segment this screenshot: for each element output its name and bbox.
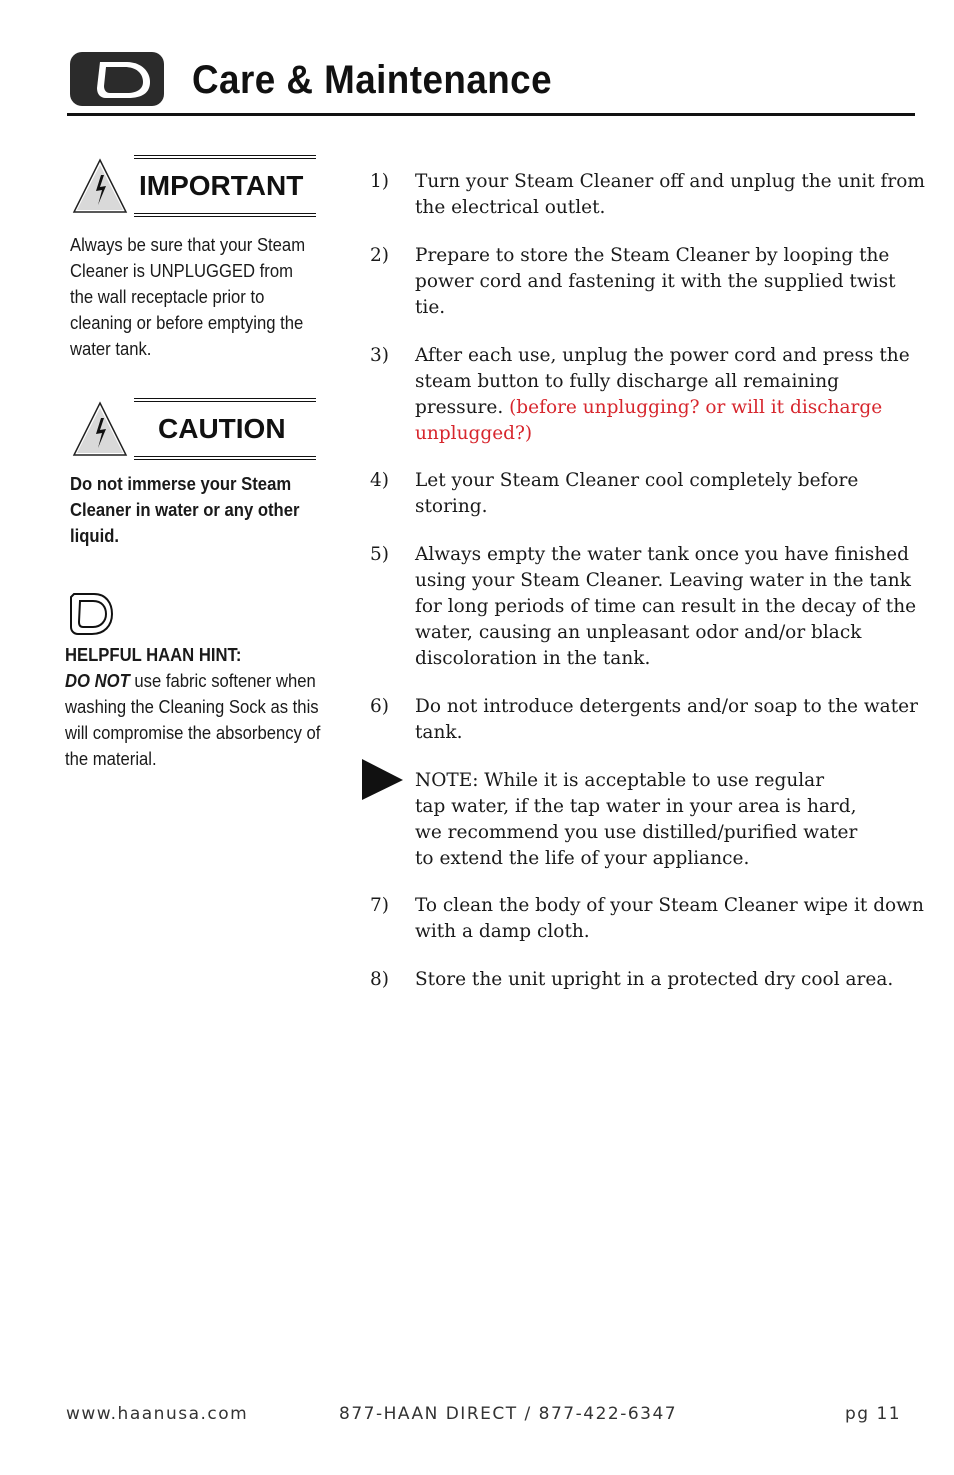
- step-text: Always empty the water tank once you have finished using your Steam Cleaner. Leaving water in the tank for long periods of time can result in the decay of the water, causing an unpleasant odor and/or black discoloration in the tank.: [415, 544, 917, 669]
- hint-emphasis: DO NOT: [65, 670, 130, 691]
- footer-phone: 877-HAAN DIRECT / 877-422-6347: [339, 1404, 678, 1424]
- haan-logo-icon: [70, 52, 164, 106]
- step-number: 6): [370, 696, 389, 717]
- hint-heading: HELPFUL HAAN HINT:: [65, 644, 242, 665]
- list-item: [370, 468, 930, 520]
- important-label-box: [134, 155, 316, 217]
- list-item: [370, 967, 945, 993]
- step-text: Prepare to store the Steam Cleaner by looping the power cord and fastening it with the supplied twist tie.: [415, 245, 896, 318]
- hint-block: [65, 642, 326, 772]
- caution-label-box: [134, 398, 316, 460]
- step-number: 5): [370, 544, 389, 565]
- list-item: [370, 243, 930, 321]
- list-item: [370, 893, 930, 945]
- hint-body: use fabric softener when washing the Cleaning Sock as this will compromise the absorbency of the material.: [65, 670, 321, 769]
- step-number: 8): [370, 969, 389, 990]
- footer-page-number: pg 11: [845, 1404, 902, 1424]
- step-number: 3): [370, 345, 389, 366]
- warning-lightning-icon: [71, 400, 129, 458]
- warning-lightning-icon: [71, 157, 129, 215]
- important-label: IMPORTANT: [139, 170, 304, 201]
- hint-text: [65, 668, 326, 772]
- note-block: [415, 768, 915, 872]
- step-text: To clean the body of your Steam Cleaner wipe it down with a damp cloth.: [415, 895, 924, 942]
- list-item: [370, 694, 930, 746]
- arrow-right-icon: [362, 759, 404, 801]
- note-line: we recommend you use distilled/purified water: [415, 822, 858, 843]
- important-text: Always be sure that your Steam Cleaner is UNPLUGGED from the wall receptacle prior to cleaning or before emptying the water tank.: [70, 234, 306, 359]
- step-text-main: After each use, unplug the power cord and press the steam button to fully discharge all remaining pressure.: [415, 345, 910, 418]
- note-line: to extend the life of your appliance.: [415, 848, 750, 869]
- haan-hint-icon: [68, 591, 114, 637]
- step-text: [415, 343, 925, 447]
- step-number: 1): [370, 171, 389, 192]
- step-text: Store the unit upright in a protected dry cool area.: [415, 969, 894, 990]
- page-title: Care & Maintenance: [192, 58, 553, 102]
- note-line: NOTE: While it is acceptable to use regular: [415, 770, 825, 791]
- editor-note: (before unplugging? or will it discharge unplugged?): [415, 397, 883, 444]
- caution-label: CAUTION: [158, 413, 286, 444]
- step-text: Turn your Steam Cleaner off and unplug the unit from the electrical outlet.: [415, 171, 925, 218]
- step-number: 2): [370, 245, 389, 266]
- step-number: 7): [370, 895, 389, 916]
- header-divider: [67, 113, 915, 116]
- step-text: Let your Steam Cleaner cool completely before storing.: [415, 470, 859, 517]
- footer-website: www.haanusa.com: [66, 1404, 249, 1424]
- list-item: [370, 169, 930, 221]
- caution-text: Do not immerse your Steam Cleaner in water or any other liquid.: [70, 473, 300, 546]
- list-item: [370, 343, 930, 447]
- step-text: Do not introduce detergents and/or soap to the water tank.: [415, 696, 918, 743]
- note-line: tap water, if the tap water in your area is hard,: [415, 796, 857, 817]
- step-number: 4): [370, 470, 389, 491]
- haan-logo-badge: [70, 52, 164, 106]
- list-item: [370, 542, 930, 672]
